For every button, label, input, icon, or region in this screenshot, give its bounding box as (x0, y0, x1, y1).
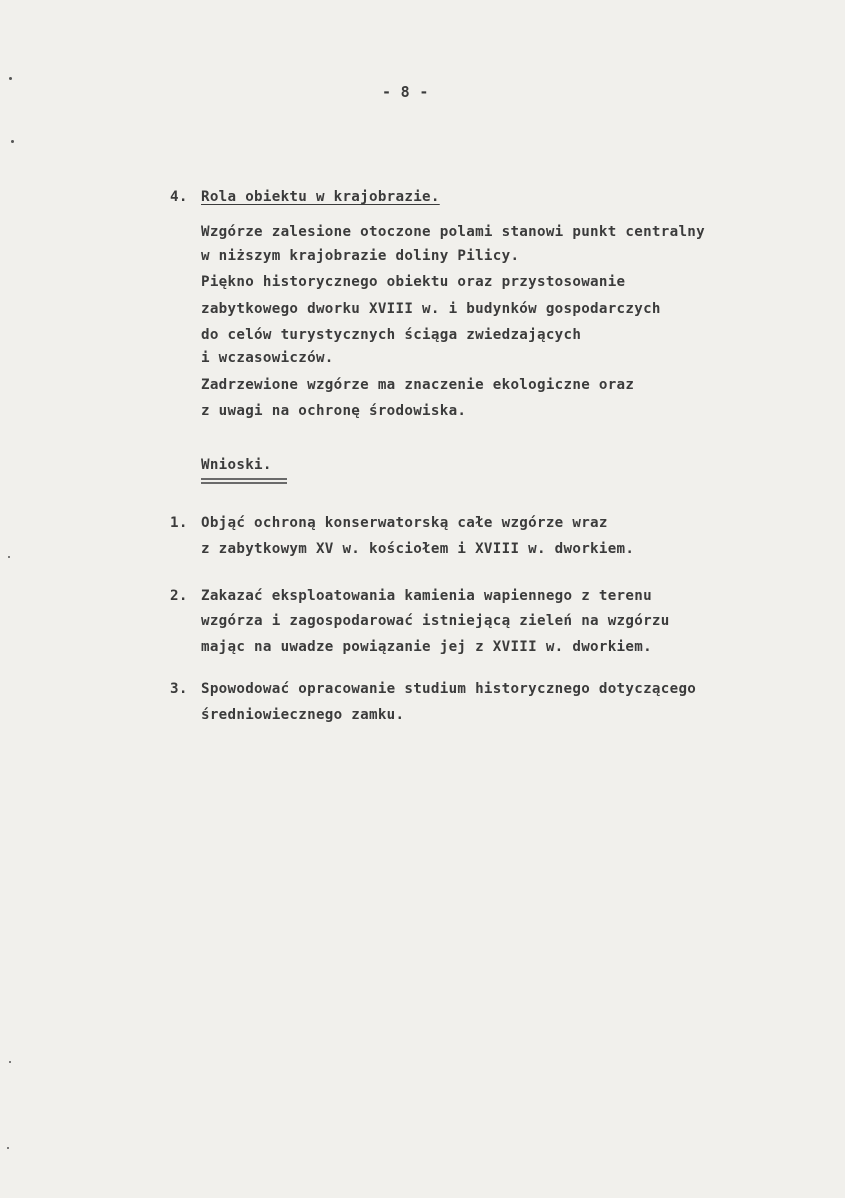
item-line: z zabytkowym XV w. kościołem i XVIII w. dworkiem. (201, 541, 635, 557)
section-line: Zadrzewione wzgórze ma znaczenie ekologiczne oraz (201, 377, 635, 393)
scan-speck (11, 140, 14, 143)
item-line: średniowiecznego zamku. (201, 707, 405, 723)
item-number: 2. (170, 588, 188, 604)
section-line: Piękno historycznego obiektu oraz przystosowanie (201, 274, 626, 290)
item-line: Zakazać eksploatowania kamienia wapiennego z terenu (201, 588, 652, 604)
item-line: Spowodować opracowanie studium historycznego dotyczącego (201, 681, 697, 697)
section-title: Rola obiektu w krajobrazie. (201, 189, 440, 205)
section-line: Wzgórze zalesione otoczone polami stanowi punkt centralny (201, 224, 705, 240)
section-line: do celów turystycznych ściąga zwiedzających (201, 327, 582, 343)
section-line: zabytkowego dworku XVIII w. i budynków gospodarczych (201, 301, 661, 317)
section-line: z uwagi na ochronę środowiska. (201, 403, 467, 419)
conclusions-double-underline (201, 478, 287, 484)
item-line: wzgórza i zagospodarować istniejącą zieleń na wzgórzu (201, 613, 670, 629)
item-line: mając na uwadze powiązanie jej z XVIII w. dworkiem. (201, 639, 652, 655)
item-number: 1. (170, 515, 188, 531)
scan-speck (9, 1061, 11, 1063)
conclusions-title: Wnioski. (201, 457, 272, 473)
section-number: 4. (170, 189, 188, 205)
page-number: - 8 - (382, 83, 429, 101)
section-line: i wczasowiczów. (201, 350, 334, 366)
item-line: Objąć ochroną konserwatorską całe wzgórze wraz (201, 515, 608, 531)
scan-speck (8, 556, 10, 558)
section-line: w niższym krajobrazie doliny Pilicy. (201, 248, 520, 264)
scan-speck (9, 77, 12, 80)
item-number: 3. (170, 681, 188, 697)
scan-speck (7, 1147, 9, 1149)
